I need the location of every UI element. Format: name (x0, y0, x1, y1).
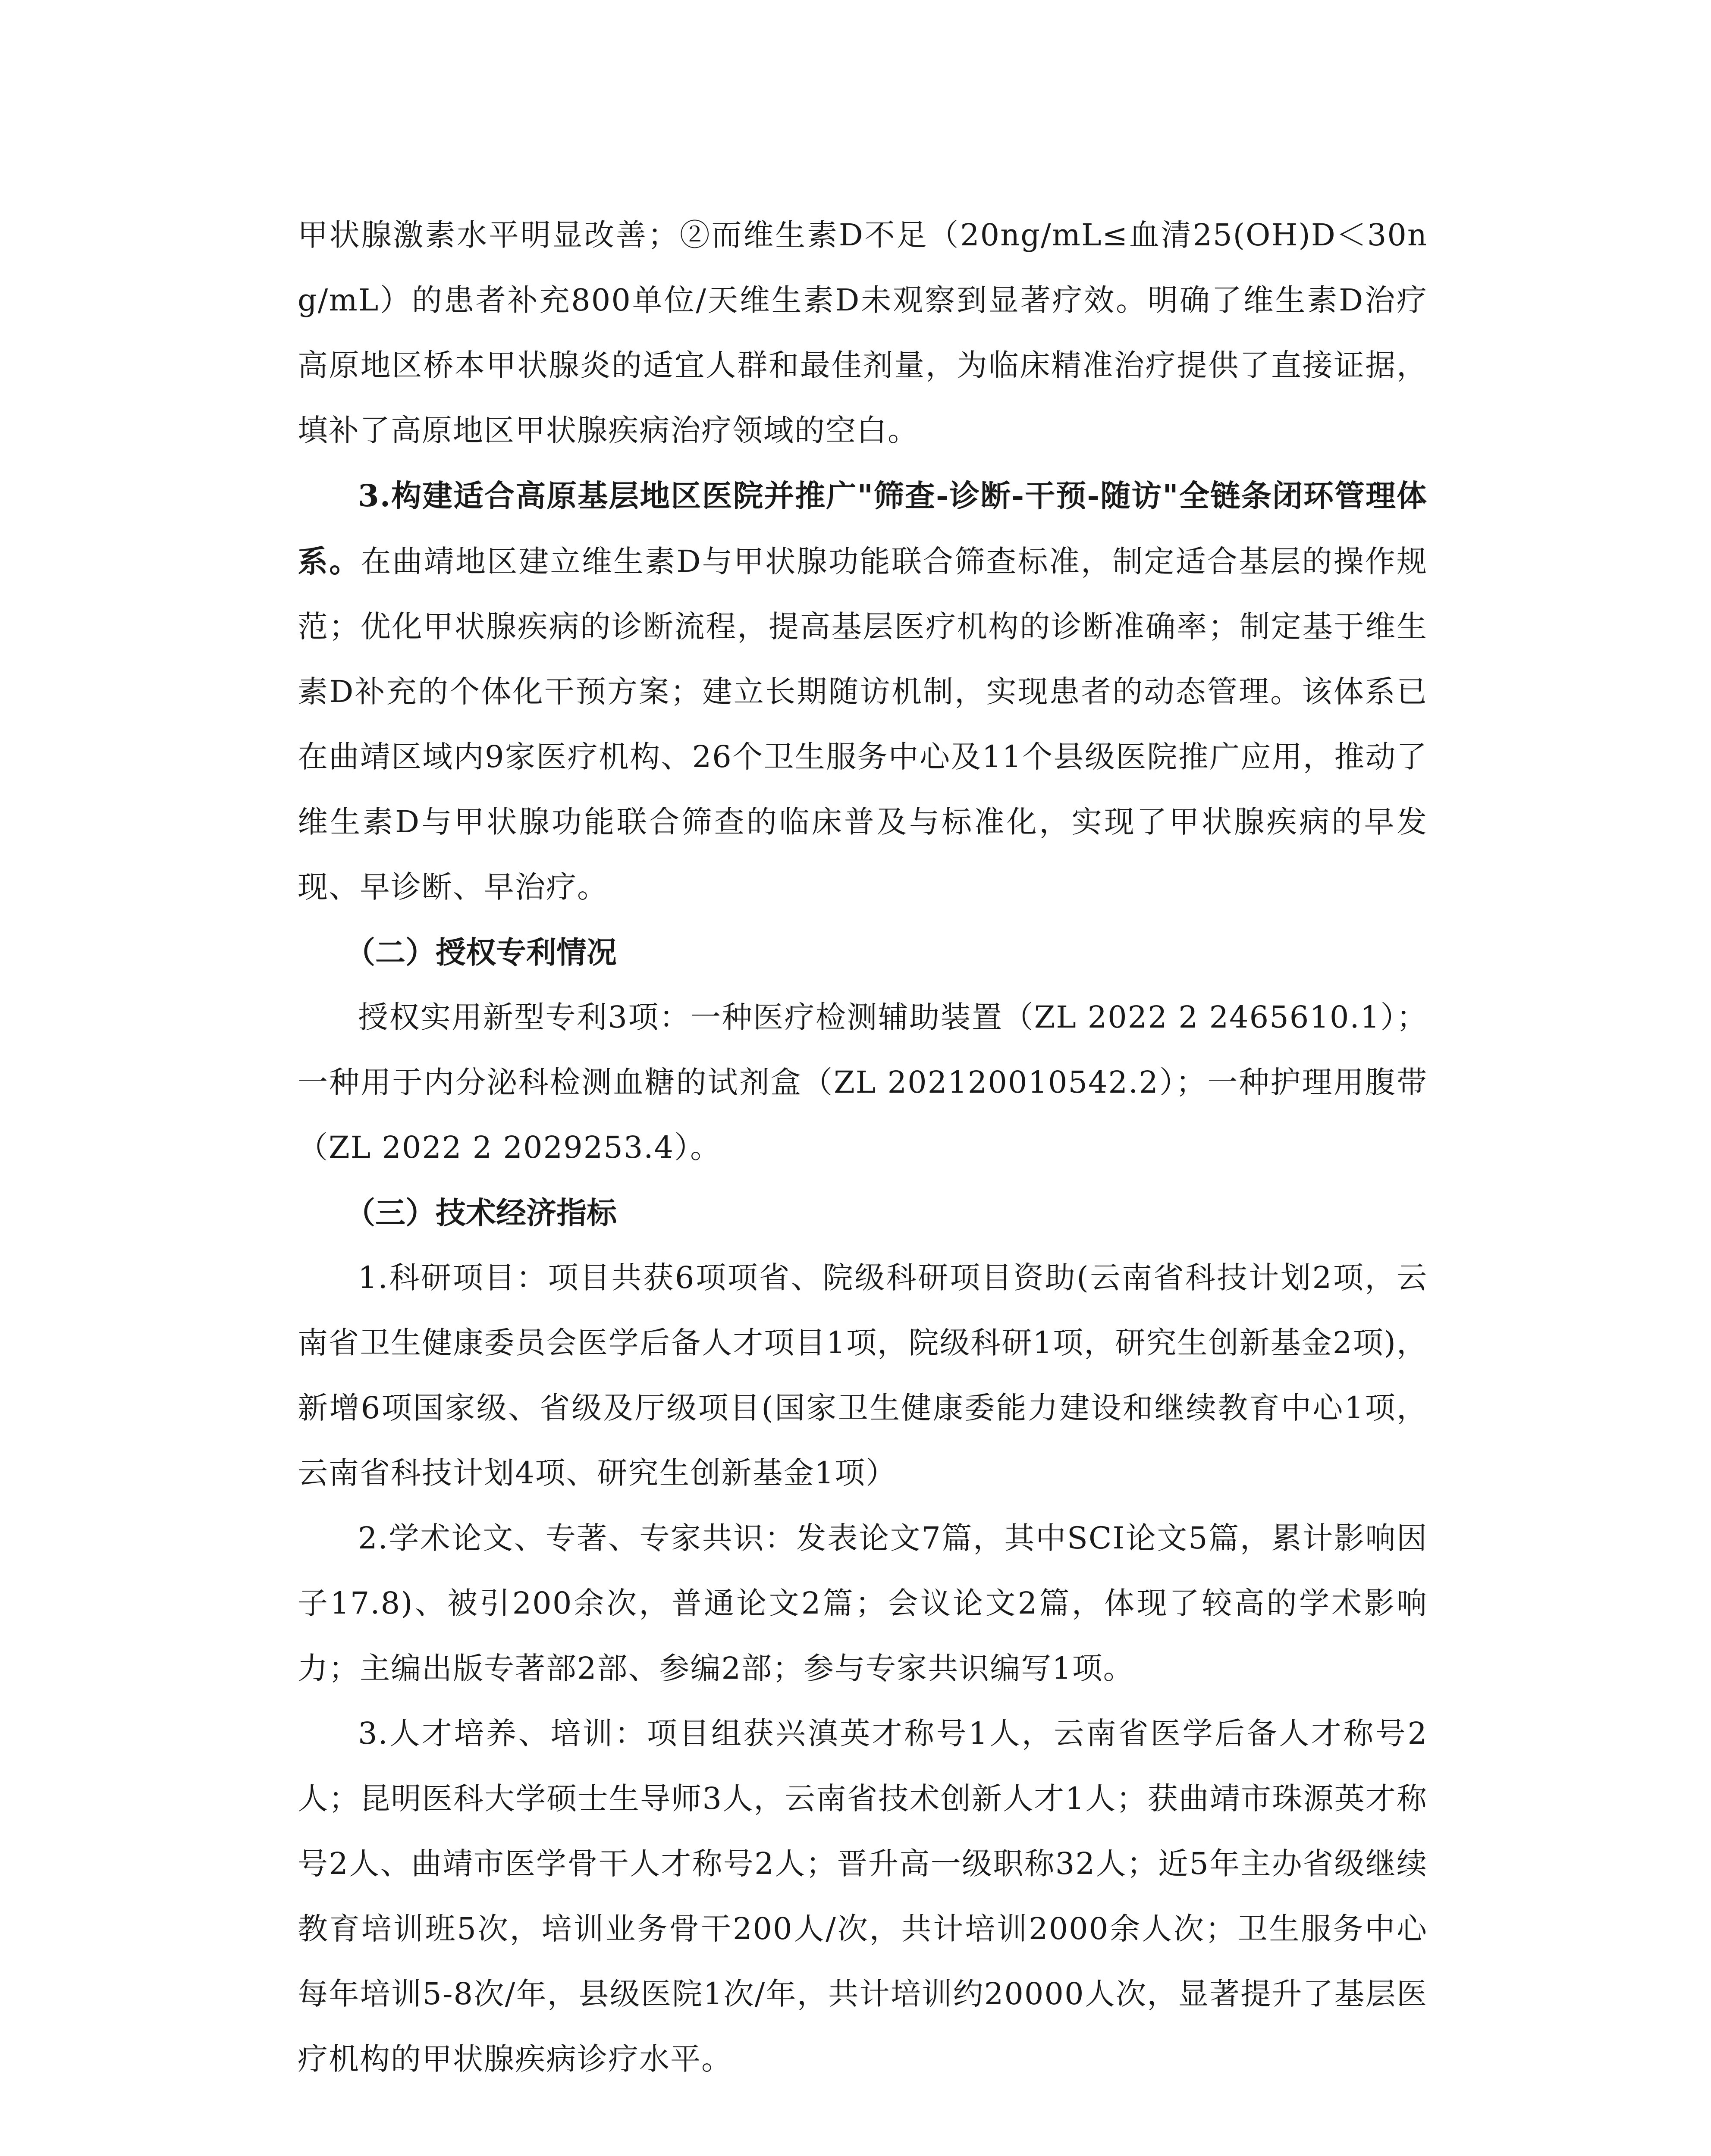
paragraph-research-projects: 1.科研项目：项目共获6项项省、院级科研项目资助(云南省科技计划2项，云南省卫生健康委员会医学后备人才项目1项，院级科研1项，研究生创新基金2项)，新增6项国家级、省级及厅级项目(国家卫生健康委能力建设和继续教育中心1项，云南省科技计划4项、研究生创新基金1项） (298, 1260, 1428, 1491)
paragraph-patents: 授权实用新型专利3项：一种医疗检测辅助装置（ZL 2022 2 2465610.1）；一种用于内分泌科检测血糖的试剂盒（ZL 202120010542.2）；一种护理用腹带（ZL 2022 2 2029253.4）。 (298, 1000, 1428, 1165)
paragraph-vitamin-d-results: 甲状腺激素水平明显改善；②而维生素D不足（20ng/mL≤血清25(OH)D＜30ng/mL）的患者补充800单位/天维生素D未观察到显著疗效。明确了维生素D治疗高原地区桥本甲状腺炎的适宜人群和最佳剂量，为临床精准治疗提供了直接证据，填补了高原地区甲状腺疾病治疗领域的空白。 (298, 217, 1428, 448)
section-heading-patents: （二）授权专利情况 (345, 934, 617, 970)
paragraph-management-system (298, 463, 1428, 920)
section-heading-indicators: （三）技术经济指标 (345, 1195, 617, 1231)
document-body (298, 203, 1428, 2092)
paragraph-management-system-body: 在曲靖地区建立维生素D与甲状腺功能联合筛查标准，制定适合基层的操作规范；优化甲状腺疾病的诊断流程，提高基层医疗机构的诊断准确率；制定基于维生素D补充的个体化干预方案；建立长期随访机制，实现患者的动态管理。该体系已在曲靖区域内9家医疗机构、26个卫生服务中心及11个县级医院推广应用，推动了维生素D与甲状腺功能联合筛查的临床普及与标准化，实现了甲状腺疾病的早发现、早诊断、早治疗。 (298, 544, 1428, 905)
paragraph-talent-training: 3.人才培养、培训：项目组获兴滇英才称号1人，云南省医学后备人才称号2人；昆明医科大学硕士生导师3人，云南省技术创新人才1人；获曲靖市珠源英才称号2人、曲靖市医学骨干人才称号2人；晋升高一级职称32人；近5年主办省级继续教育培训班5次，培训业务骨干200人/次，共计培训2000余人次；卫生服务中心每年培训5-8次/年，县级医院1次/年，共计培训约20000人次，显著提升了基层医疗机构的甲状腺疾病诊疗水平。 (298, 1716, 1428, 2077)
paragraph-management-system-title: 3.构建适合高原基层地区医院并推广"筛查-诊断-干预-随访"全链条闭环管理体系。 (298, 478, 1428, 579)
paragraph-publications: 2.学术论文、专著、专家共识：发表论文7篇，其中SCI论文5篇，累计影响因子17.8)、被引200余次，普通论文2篇；会议论文2篇，体现了较高的学术影响力；主编出版专著部2部、参编2部；参与专家共识编写1项。 (298, 1520, 1428, 1686)
